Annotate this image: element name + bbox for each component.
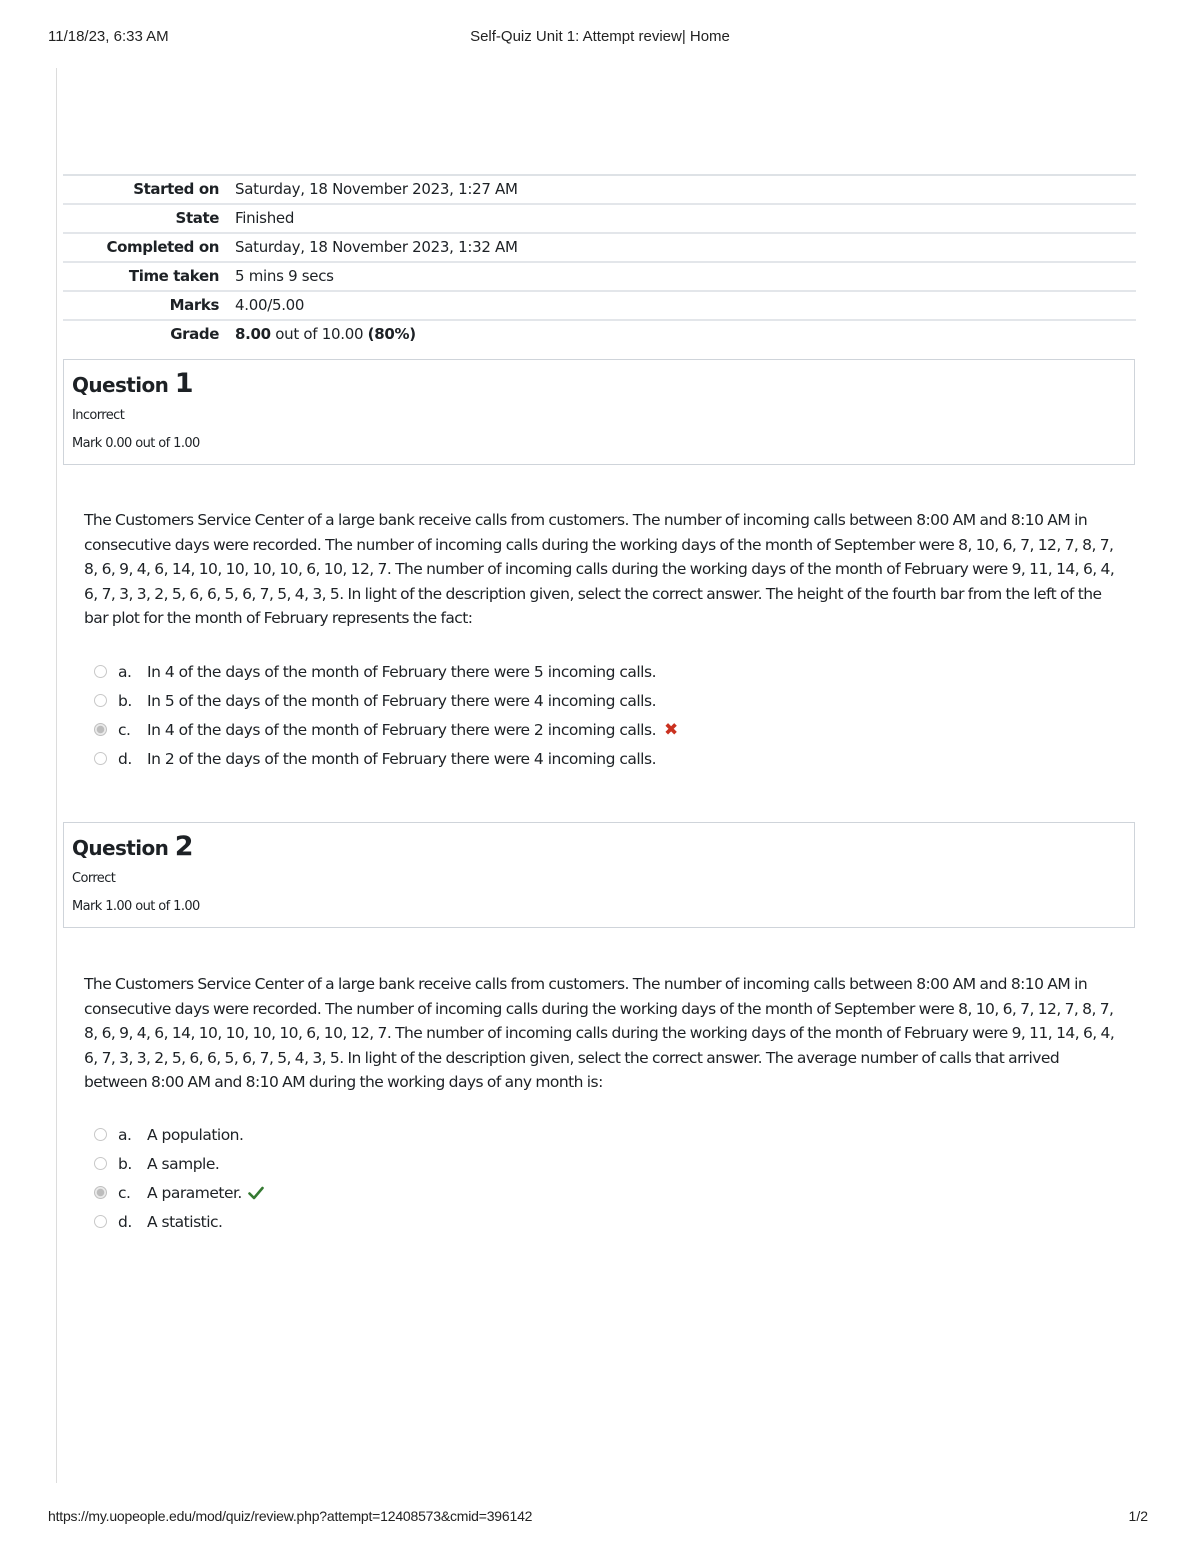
question-number-value: 1 xyxy=(174,368,193,399)
question-label: Question xyxy=(72,836,169,860)
summary-label: Time taken xyxy=(128,266,219,285)
answer-text: In 4 of the days of the month of February there were 5 incoming calls. xyxy=(147,662,656,681)
grade-score: 8.00 xyxy=(235,324,271,343)
answer-option[interactable] xyxy=(94,1149,264,1178)
summary-row-grade xyxy=(63,320,1136,348)
print-page-title: Self-Quiz Unit 1: Attempt review| Home xyxy=(470,28,730,45)
radio-button[interactable] xyxy=(94,1157,107,1170)
answer-letter: b. xyxy=(118,1154,132,1173)
question-number xyxy=(72,368,193,399)
left-divider xyxy=(56,68,57,1483)
question-state: Incorrect xyxy=(72,408,125,423)
answer-option[interactable] xyxy=(94,686,678,715)
summary-row-started xyxy=(63,175,1136,204)
radio-button[interactable] xyxy=(94,1215,107,1228)
answer-option[interactable] xyxy=(94,1120,264,1149)
answer-letter: a. xyxy=(118,662,132,681)
answer-option-selected[interactable] xyxy=(94,715,678,744)
check-icon xyxy=(248,1186,264,1200)
answer-text: In 4 of the days of the month of February there were 2 incoming calls. xyxy=(147,720,656,739)
answer-letter: d. xyxy=(118,749,132,768)
answer-letter: a. xyxy=(118,1125,132,1144)
summary-row-time-taken xyxy=(63,262,1136,291)
answer-letter: c. xyxy=(118,720,131,739)
summary-value: Saturday, 18 November 2023, 1:27 AM xyxy=(235,179,518,198)
answer-text: A sample. xyxy=(147,1154,220,1173)
summary-value: Finished xyxy=(235,208,295,227)
incorrect-icon: ✖ xyxy=(664,719,678,740)
answer-option-selected[interactable] xyxy=(94,1178,264,1207)
radio-button-checked[interactable] xyxy=(94,1186,107,1199)
question-info-2 xyxy=(63,822,1135,928)
summary-value: 5 mins 9 secs xyxy=(235,266,334,285)
radio-button[interactable] xyxy=(94,694,107,707)
question-number xyxy=(72,831,193,862)
print-page-number: 1/2 xyxy=(1128,1508,1148,1524)
question-text-2: The Customers Service Center of a large bank receive calls from customers. The number of incoming calls between 8:00 AM and 8:10 AM in consecutive days were recorded. The number of incoming calls during the working days of the month of September were 8, 10, 6, 7, 12, 7, 8, 7, 8, 6, 9, 4, 6, 14, 10, 10, 10, 10, 6, 10, 12, 7. The number of incoming calls during the working days of the month of February were 9, 11, 14, 6, 4, 6, 7, 3, 3, 2, 5, 6, 6, 5, 6, 7, 5, 4, 3, 5. In light of the description given, select the correct answer. The average number of calls that arrived between 8:00 AM and 8:10 AM during the working days of any month is: xyxy=(84,975,1115,1092)
answer-option[interactable] xyxy=(94,1207,264,1236)
answer-list-1 xyxy=(94,657,678,773)
answer-text: A population. xyxy=(147,1125,244,1144)
answer-letter: b. xyxy=(118,691,132,710)
answer-text: A statistic. xyxy=(147,1212,223,1231)
print-url: https://my.uopeople.edu/mod/quiz/review.php?attempt=12408573&cmid=396142 xyxy=(48,1508,533,1524)
answer-letter: c. xyxy=(118,1183,131,1202)
summary-label: State xyxy=(175,208,219,227)
question-state: Correct xyxy=(72,871,116,886)
question-info-1 xyxy=(63,359,1135,465)
summary-row-marks xyxy=(63,291,1136,320)
answer-option[interactable] xyxy=(94,744,678,773)
answer-text: A parameter. xyxy=(147,1183,242,1202)
summary-row-state xyxy=(63,204,1136,233)
radio-button[interactable] xyxy=(94,1128,107,1141)
answer-text: In 5 of the days of the month of February there were 4 incoming calls. xyxy=(147,691,656,710)
attempt-summary-table xyxy=(63,174,1136,348)
print-header xyxy=(48,28,1152,48)
question-number-value: 2 xyxy=(174,831,193,862)
question-mark: Mark 0.00 out of 1.00 xyxy=(72,436,200,451)
summary-label: Started on xyxy=(133,179,219,198)
summary-row-completed xyxy=(63,233,1136,262)
summary-value: 4.00/5.00 xyxy=(235,295,305,314)
summary-label: Grade xyxy=(170,324,219,343)
question-text-1: The Customers Service Center of a large bank receive calls from customers. The number of incoming calls between 8:00 AM and 8:10 AM in consecutive days were recorded. The number of incoming calls during the working days of the month of September were 8, 10, 6, 7, 12, 7, 8, 7, 8, 6, 9, 4, 6, 14, 10, 10, 10, 10, 6, 10, 12, 7. The number of incoming calls during the working days of the month of February were 9, 11, 14, 6, 4, 6, 7, 3, 3, 2, 5, 6, 6, 5, 6, 7, 5, 4, 3, 5. In light of the description given, select the correct answer. The height of the fourth bar from the left of the bar plot for the month of February represents the fact: xyxy=(84,511,1115,628)
summary-label: Completed on xyxy=(106,237,219,256)
correct-check-icon xyxy=(248,1186,264,1200)
summary-grade xyxy=(235,320,1136,348)
grade-percent: (80%) xyxy=(367,324,416,343)
radio-button[interactable] xyxy=(94,665,107,678)
summary-label: Marks xyxy=(169,295,219,314)
radio-button-checked[interactable] xyxy=(94,723,107,736)
question-label: Question xyxy=(72,373,169,397)
summary-value: Saturday, 18 November 2023, 1:32 AM xyxy=(235,237,518,256)
question-mark: Mark 1.00 out of 1.00 xyxy=(72,899,200,914)
answer-list-2 xyxy=(94,1120,264,1236)
answer-option[interactable] xyxy=(94,657,678,686)
answer-letter: d. xyxy=(118,1212,132,1231)
radio-button[interactable] xyxy=(94,752,107,765)
print-datetime: 11/18/23, 6:33 AM xyxy=(48,28,169,45)
grade-out-of: out of 10.00 xyxy=(270,324,368,343)
answer-text: In 2 of the days of the month of February there were 4 incoming calls. xyxy=(147,749,656,768)
